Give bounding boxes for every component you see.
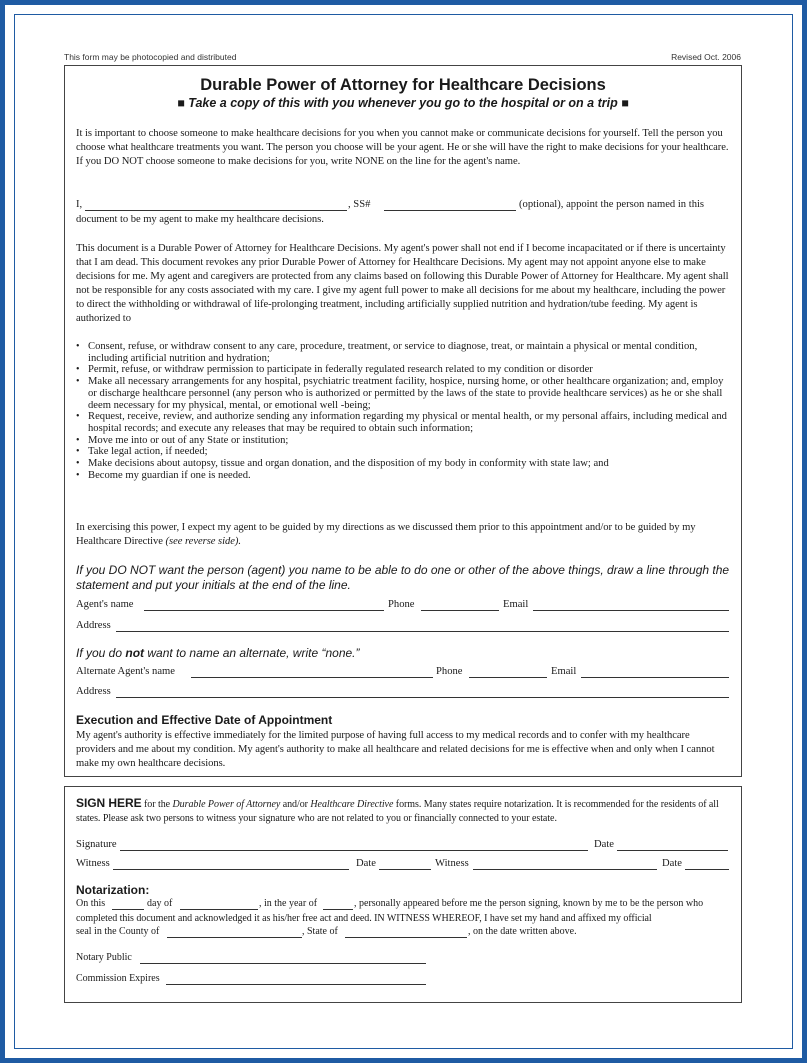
commission-field[interactable] (166, 973, 426, 985)
witness-2-date-field[interactable] (685, 858, 729, 870)
sign-here-heading: SIGN HERE (76, 796, 142, 810)
signature-date-label: Date (594, 839, 614, 850)
agent-name-row (76, 599, 731, 613)
body-paragraph: This document is a Durable Power of Attorney for Healthcare Decisions. My agent's power shall not end if I become incapacitated or if there is uncertainty that I am dead. This document revokes any prior Durable Power of Attorney for Healthcare Decisions. My agent may not appoint anyone else to make decisions for me. My agent and caregivers are protected from any claims based on following this Durable Power of Attorney for Healthcare. My agent shall not be responsible for any costs associated with my care. I give my agent full power to make all decisions for me about my healthcare, including the power to direct the withholding or withdrawal of life-prolonging treatment, including artificially supplied nutrition and hydration/tube feeding. My agent is authorized to (76, 243, 729, 324)
agent-name-field[interactable] (144, 599, 384, 611)
form-subtitle: ■ Take a copy of this with you whenever you go to the hospital or on a trip ■ (177, 96, 629, 110)
alternate-note-before: If you do (76, 646, 123, 660)
notary-county-field[interactable] (167, 926, 302, 938)
sign-text-3: forms. Many states require notarization. It is recommended for the residents of all states. Please ask two persons to witness your signature who are not related to you or financially connected to your estate. (76, 799, 719, 824)
notarization-heading: Notarization: (76, 883, 150, 897)
notary-line-2: completed this document and acknowledged it as his/her free act and deed. IN WITNESS WHEREOF, I have set my hand and affixed my official (76, 913, 652, 924)
notary-state-label: , State of (302, 926, 338, 937)
execution-paragraph: My agent's authority is effective immediately for the limited purpose of having full access to my medical records and to confer with my healthcare providers and me about my condition. My agent's authority to make all healthcare and related decisions for me is effective when and only when I cannot make my own healthcare decisions. (76, 730, 715, 769)
notary-appeared: , personally appeared before me the person signing, known by me to be the person who (354, 898, 704, 909)
photocopy-note: This form may be photocopied and distributed (64, 52, 237, 62)
exercising-paragraph (76, 521, 731, 549)
list-item: • Become my guardian if one is needed. (76, 470, 731, 482)
alternate-note-bold: not (125, 646, 145, 660)
witness-2-field[interactable] (473, 858, 657, 870)
signature-field[interactable] (120, 839, 588, 851)
optional-text: (optional), appoint the person named in this (519, 199, 705, 210)
witness-row (76, 858, 731, 872)
notary-line-3 (76, 926, 731, 940)
notary-public-field[interactable] (140, 952, 426, 964)
notary-year-of: , in the year of (259, 898, 318, 909)
i-label: I, (76, 199, 83, 210)
alternate-name-label: Alternate Agent's name (76, 666, 175, 677)
alternate-address-label: Address (76, 686, 111, 697)
signature-section (64, 786, 742, 1003)
notary-day-field[interactable] (112, 898, 144, 910)
form-title: Durable Power of Attorney for Healthcare Decisions (200, 76, 606, 94)
notary-county-label: seal in the County of (76, 926, 160, 937)
agent-phone-field[interactable] (421, 599, 499, 611)
notary-month-field[interactable] (180, 898, 258, 910)
agent-address-label: Address (76, 620, 111, 631)
list-item: • Consent, refuse, or withdraw consent to any care, procedure, treatment, or service to diagnose, treat, or maintain a physical or mental condition, including artificial nutrition and hydration; (76, 341, 731, 364)
list-item: • Take legal action, if needed; (76, 446, 731, 458)
agent-email-field[interactable] (533, 599, 729, 611)
agent-phone-label: Phone (388, 599, 415, 610)
alternate-instruction (76, 646, 731, 661)
notary-public-row (76, 952, 731, 966)
strike-instruction: If you DO NOT want the person (agent) you name to be able to do one or other of the above things, draw a line through the statement and put your initials at the end of the line. (76, 563, 730, 592)
sign-instructions (76, 796, 731, 826)
principal-name-field[interactable] (85, 199, 347, 211)
witness-1-date-field[interactable] (379, 858, 431, 870)
notary-on-this: On this (76, 898, 106, 909)
alternate-note-after: want to name an alternate, write “none.” (147, 646, 360, 660)
notary-date-written: , on the date written above. (468, 926, 577, 937)
agent-name-label: Agent's name (76, 599, 134, 610)
alternate-name-field[interactable] (191, 666, 433, 678)
agent-email-label: Email (503, 599, 529, 610)
signature-date-field[interactable] (617, 839, 728, 851)
appoint-row (76, 199, 731, 213)
revision-note: Revised Oct. 2006 (671, 52, 741, 62)
signature-row (76, 839, 731, 853)
commission-row (76, 973, 731, 987)
notary-state-field[interactable] (345, 926, 467, 938)
witness-1-label: Witness (76, 858, 110, 869)
ssn-field[interactable] (384, 199, 516, 211)
list-item: • Make all necessary arrangements for any hospital, psychiatric treatment facility, hospice, nursing home, or other healthcare organization; and, employ or discharge healthcare personnel (any person who is authorized or permitted by the laws of the state to provide healthcare services) as he or she shall deem necessary for my physical, mental, or emotional well -being; (76, 376, 731, 411)
agent-address-row (76, 620, 731, 634)
notary-day-of: day of (147, 898, 173, 909)
sign-text-1: for the (144, 799, 171, 810)
reverse-side-ref: (see reverse side). (165, 536, 241, 547)
agent-address-field[interactable] (116, 620, 729, 632)
list-item: • Request, receive, review, and authorize sending any information regarding my physical or mental health, or my personal affairs, including medical and hospital records; and execute any releases that may be required to obtain such information; (76, 411, 731, 434)
sign-ref-directive: Healthcare Directive (310, 799, 394, 810)
alternate-name-row (76, 666, 731, 680)
ss-label: , SS# (348, 199, 371, 210)
intro-paragraph: It is important to choose someone to make healthcare decisions for you when you cannot make or communicate decisions for yourself. Tell the person you choose what healthcare treatments you want. The person you choose will be your agent. He or she will have the right to make decisions for your healthcare. If you DO NOT choose someone to make decisions for you, write NONE on the line for the agent's name. (76, 128, 729, 167)
alternate-email-label: Email (551, 666, 577, 677)
witness-2-label: Witness (435, 858, 469, 869)
sign-text-2: and/or (282, 799, 308, 810)
authority-list (76, 341, 731, 481)
alternate-phone-field[interactable] (469, 666, 547, 678)
power-of-attorney-section (64, 65, 742, 777)
list-item: • Move me into or out of any State or institution; (76, 435, 731, 447)
notary-public-label: Notary Public (76, 952, 132, 963)
list-item: • Make decisions about autopsy, tissue and organ donation, and the disposition of my body in conformity with state law; and (76, 458, 731, 470)
list-item: • Permit, refuse, or withdraw permission to participate in federally regulated research related to my condition or disorder (76, 364, 731, 376)
witness-1-field[interactable] (113, 858, 349, 870)
commission-label: Commission Expires (76, 973, 160, 984)
alternate-address-field[interactable] (116, 686, 729, 698)
alternate-address-row (76, 686, 731, 700)
sign-ref-poa: Durable Power of Attorney (172, 799, 281, 810)
notary-line-1 (76, 898, 731, 912)
alternate-email-field[interactable] (581, 666, 729, 678)
alternate-phone-label: Phone (436, 666, 463, 677)
witness-2-date-label: Date (662, 858, 682, 869)
witness-1-date-label: Date (356, 858, 376, 869)
signature-label: Signature (76, 839, 117, 850)
execution-heading: Execution and Effective Date of Appointment (76, 713, 333, 727)
exercising-text: In exercising this power, I expect my agent to be guided by my directions as we discussed them prior to this appointment and/or to be guided by my Healthcare Directive (76, 522, 696, 547)
appoint-continuation: document to be my agent to make my healthcare decisions. (76, 214, 324, 225)
notary-year-field[interactable] (323, 898, 353, 910)
